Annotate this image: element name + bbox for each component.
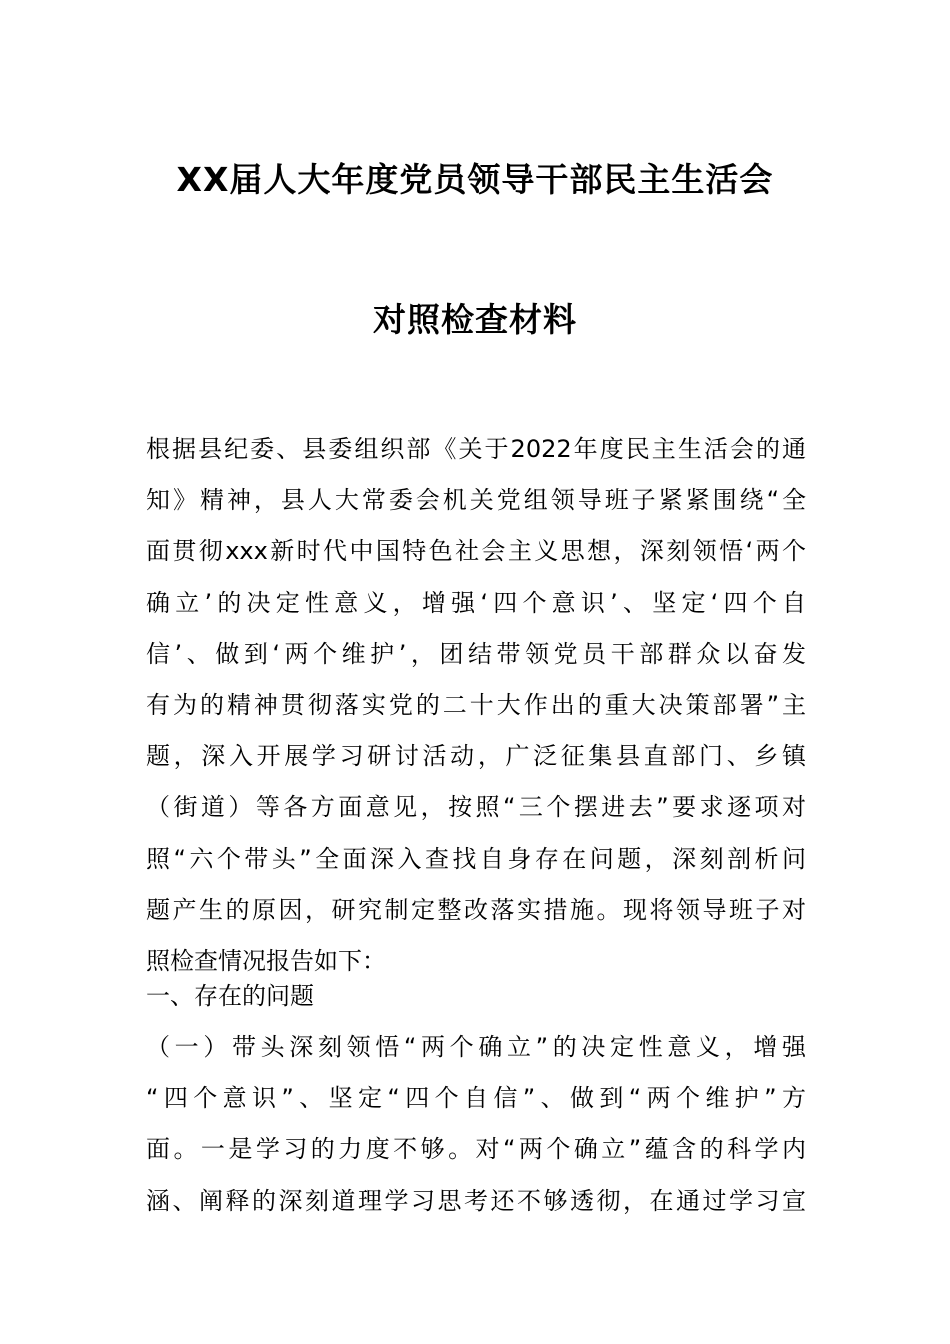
intro-line: 知》精神，县人大常委会机关党组领导班子紧紧围绕“全 — [146, 486, 806, 515]
subsection-line: （一）带头深刻领悟“两个确立”的决定性意义，增强 — [146, 1033, 806, 1061]
section-heading — [146, 971, 806, 1022]
intro-paragraph — [146, 424, 806, 987]
subsection-line: “四个意识”、坚定“四个自信”、做到“两个维护”方 — [146, 1084, 806, 1113]
intro-line: 面贯彻xxx新时代中国特色社会主义思想，深刻领悟‘两个 — [146, 537, 806, 566]
section-heading-text: 一、存在的问题 — [146, 982, 314, 1010]
subsection-line: 涵、阐释的深刻道理学习思考还不够透彻，在通过学习宣 — [146, 1186, 806, 1215]
intro-line: 确立’的决定性意义，增强‘四个意识’、坚定‘四个自 — [146, 588, 806, 617]
intro-line: 照“六个带头”全面深入查找自身存在问题，深刻剖析问 — [146, 844, 806, 873]
intro-line: （街道）等各方面意见，按照“三个摆进去”要求逐项对 — [146, 793, 806, 822]
intro-line: 照检查情况报告如下： — [146, 946, 386, 975]
subsection-line: 面。一是学习的力度不够。对“两个确立”蕴含的科学内 — [146, 1135, 806, 1164]
subsection-paragraph — [146, 1022, 806, 1227]
intro-line: 信’、做到‘两个维护’，团结带领党员干部群众以奋发 — [146, 639, 806, 668]
intro-line: 题，深入开展学习研讨活动，广泛征集县直部门、乡镇 — [146, 742, 806, 771]
intro-line: 题产生的原因，研究制定整改落实措施。现将领导班子对 — [146, 895, 806, 924]
intro-line: 根据县纪委、县委组织部《关于2022年度民主生活会的通 — [146, 435, 806, 463]
document-subtitle: 对照检查材料 — [373, 300, 577, 339]
document-title: XX届人大年度党员领导干部民主生活会 — [176, 160, 774, 199]
intro-line: 有为的精神贯彻落实党的二十大作出的重大决策部署”主 — [146, 690, 806, 719]
